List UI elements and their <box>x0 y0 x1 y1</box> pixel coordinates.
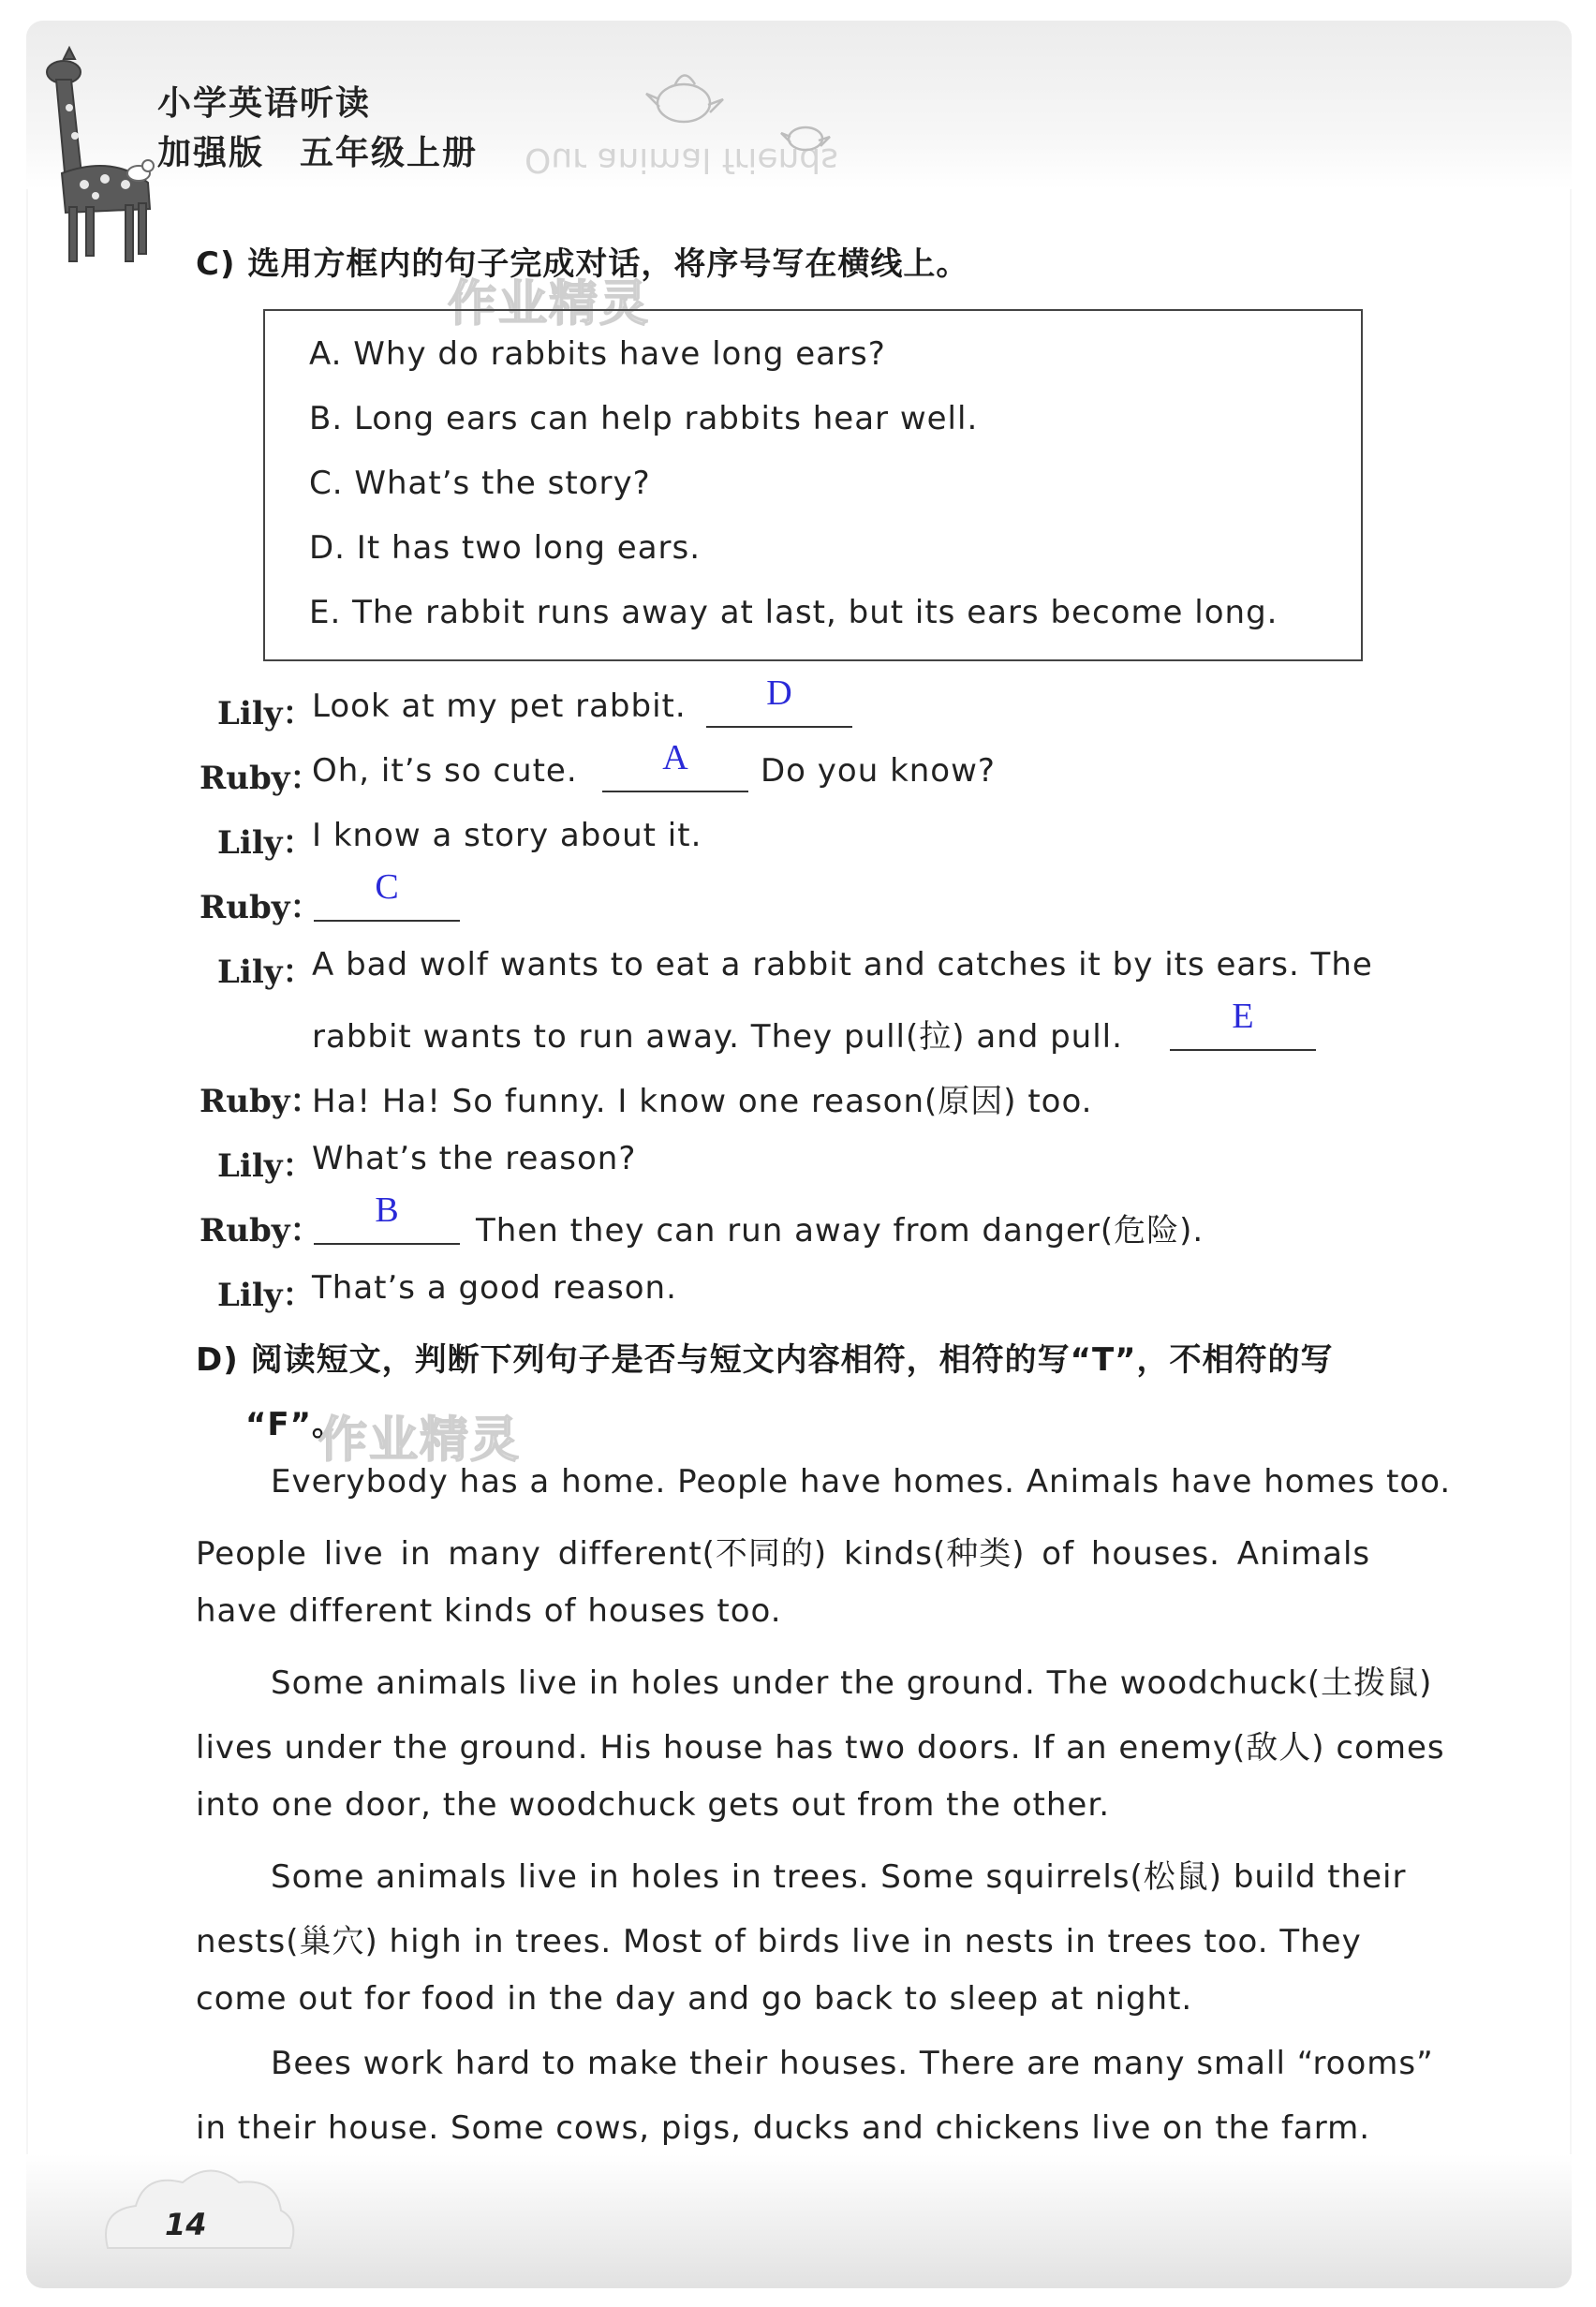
dialogue-text: I know a story about it. <box>312 817 702 854</box>
answer-blank <box>1170 1049 1316 1051</box>
dialogue-text: That’s a good reason. <box>312 1269 677 1307</box>
dialogue-text: Ha! Ha! So funny. I know one reason(原因) too. <box>312 1083 1093 1120</box>
dialogue-text: rabbit wants to run away. They pull(拉) and pull. <box>312 1018 1123 1056</box>
passage-line: lives under the ground. His house has two doors. If an enemy(敌人) comes <box>196 1729 1445 1767</box>
passage-line: nests(巢穴) high in trees. Most of birds live in nests in trees too. They <box>196 1923 1362 1960</box>
passage-line: Some animals live in holes under the ground. The woodchuck(土拨鼠) <box>271 1664 1433 1702</box>
answer-text: B <box>375 1190 399 1230</box>
passage-line: Bees work hard to make their houses. There are many small “rooms” <box>271 2045 1434 2082</box>
speaker-label: Ruby： <box>200 760 322 797</box>
section-d-instruction-cont: “F”。 <box>245 1406 345 1443</box>
passage-line: Some animals live in holes in trees. Some squirrels(松鼠) build their <box>271 1858 1407 1896</box>
passage-line: Everybody has a home. People have homes. Animals have homes too. <box>271 1463 1452 1501</box>
answer-blank <box>314 1243 460 1245</box>
option-d: D. It has two long ears. <box>309 529 702 567</box>
dialogue-text: Oh, it’s so cute. <box>312 752 578 790</box>
answer-text: E <box>1232 997 1254 1036</box>
answer-text: A <box>662 738 688 777</box>
option-c: C. What’s the story? <box>309 465 651 502</box>
answer-blank <box>602 791 748 792</box>
option-a: A. Why do rabbits have long ears? <box>309 335 886 373</box>
passage-line: in their house. Some cows, pigs, ducks and chickens live on the farm. <box>196 2109 1371 2147</box>
dialogue-text: Then they can run away from danger(危险). <box>476 1212 1204 1250</box>
speaker-label: Lily： <box>217 1277 315 1314</box>
speaker-label: Lily： <box>217 824 315 862</box>
speaker-label: Ruby： <box>200 1083 322 1120</box>
passage-line: into one door, the woodchuck gets out from the other. <box>196 1786 1111 1824</box>
speaker-label: Ruby： <box>200 1212 322 1250</box>
speaker-label: Lily： <box>217 954 315 991</box>
passage-line: come out for food in the day and go back to sleep at night. <box>196 1980 1193 2018</box>
book-title: 小学英语听读 <box>157 84 372 123</box>
watermark: 作业精灵 <box>318 1412 522 1469</box>
passage-line: have different kinds of houses too. <box>196 1592 782 1630</box>
option-b: B. Long ears can help rabbits hear well. <box>309 400 979 437</box>
dialogue-text: Do you know? <box>761 752 996 790</box>
dialogue-text: A bad wolf wants to eat a rabbit and catches it by its ears. The <box>312 946 1373 983</box>
section-c-instruction: C) 选用方框内的句子完成对话，将序号写在横线上。 <box>196 245 969 283</box>
book-subtitle: 加强版 五年级上册 <box>157 134 479 172</box>
giraffe-icon <box>28 42 169 267</box>
option-e: E. The rabbit runs away at last, but its ears become long. <box>309 594 1278 631</box>
watermark: 作业精灵 <box>448 276 651 333</box>
speaker-label: Ruby： <box>200 889 322 926</box>
answer-text: D <box>766 673 792 713</box>
passage-line: People live in many different(不同的) kinds(种类) of houses. Animals <box>196 1535 1371 1573</box>
answer-blank <box>706 726 852 728</box>
speaker-label: Lily： <box>217 1147 315 1185</box>
answer-blank <box>314 920 460 922</box>
bird-icon <box>618 56 862 169</box>
section-d-instruction: D) 阅读短文，判断下列句子是否与短文内容相符，相符的写“T”，不相符的写 <box>196 1341 1334 1379</box>
speaker-label: Lily： <box>217 695 315 732</box>
page-number: 14 <box>165 2207 207 2242</box>
dialogue-text: Look at my pet rabbit. <box>312 688 687 725</box>
dialogue-text: What’s the reason? <box>312 1140 637 1177</box>
answer-text: C <box>375 867 399 907</box>
faded-mirrored-text: Our animal friends <box>525 140 838 179</box>
